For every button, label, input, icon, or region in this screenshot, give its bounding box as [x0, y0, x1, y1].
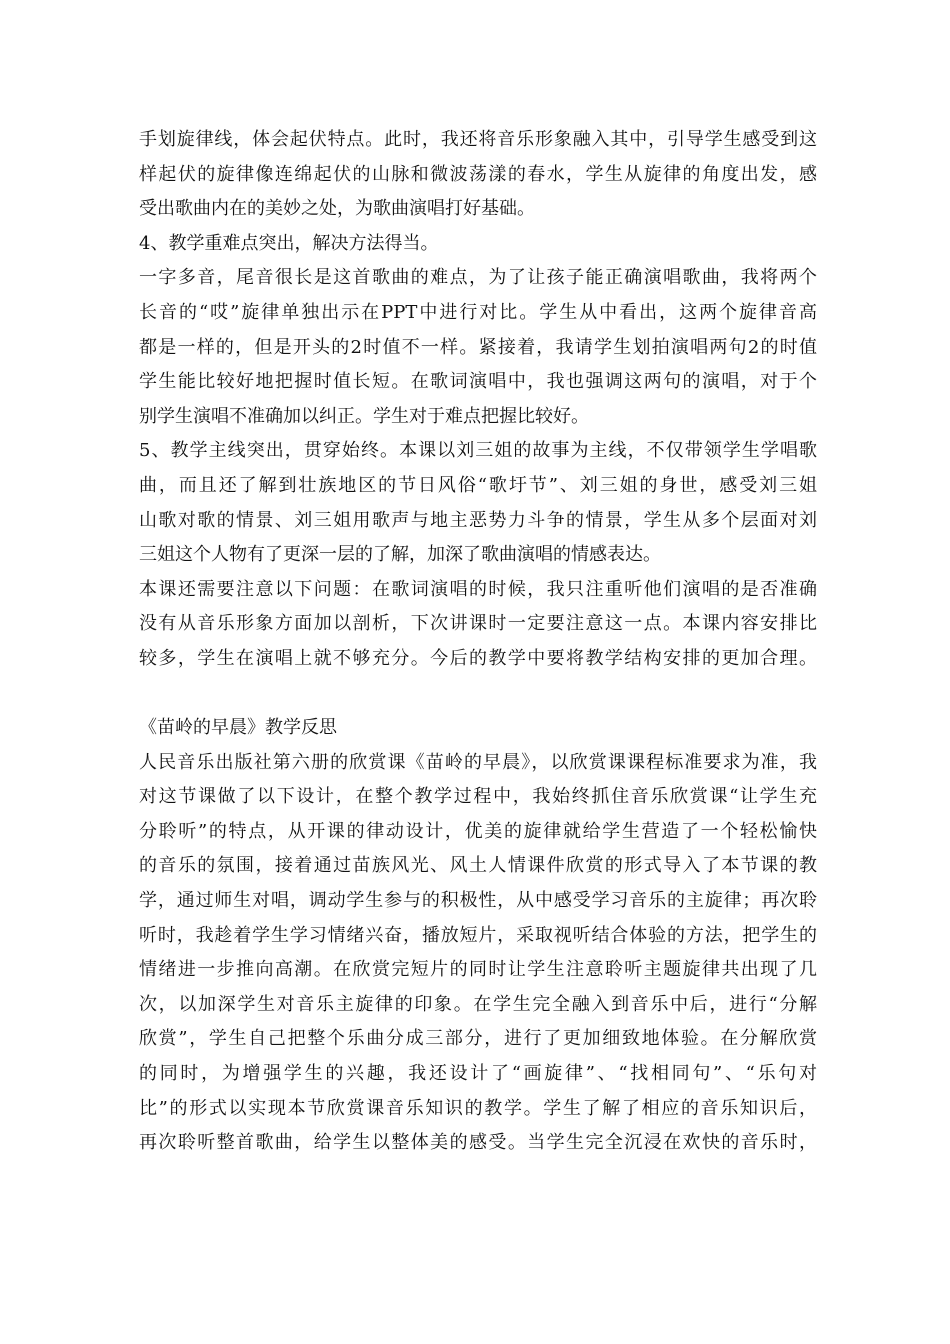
paragraph-line: 受出歌曲内在的美妙之处，为歌曲演唱打好基础。 [139, 198, 535, 220]
paragraph-line: 学生能比较好地把握时值长短。在歌词演唱中，我也强调这两句的演唱，对于个 [139, 371, 817, 393]
paragraph-line: 比”的形式以实现本节欣赏课音乐知识的教学。学生了解了相应的音乐知识后， [139, 1097, 817, 1119]
paragraph-line: 人民音乐出版社第六册的欣赏课《苗岭的早晨》，以欣赏课课程标准要求为准，我 [139, 751, 817, 773]
paragraph-line: 本课还需要注意以下问题：在歌词演唱的时候，我只注重听他们演唱的是否准确 [139, 578, 817, 600]
paragraph-line: 样起伏的旋律像连绵起伏的山脉和微波荡漾的春水，学生从旋律的角度出发，感 [139, 163, 817, 185]
paragraph-line: 听时，我趁着学生学习情绪兴奋，播放短片，采取视听结合体验的方法，把学生的 [139, 924, 817, 946]
paragraph-line: 学，通过师生对唱，调动学生参与的积极性，从中感受学习音乐的主旋律；再次聆 [139, 890, 817, 912]
paragraph-line: 长音的“哎”旋律单独出示在PPT中进行对比。学生从中看出，这两个旋律音高 [139, 301, 817, 323]
document-body [139, 123, 817, 1161]
paragraph-line: 次，以加深学生对音乐主旋律的印象。在学生完全融入到音乐中后，进行“分解 [139, 993, 817, 1015]
section-title: 《苗岭的早晨》教学反思 [139, 717, 337, 739]
paragraph-line: 山歌对歌的情景、刘三姐用歌声与地主恶势力斗争的情景，学生从多个层面对刘 [139, 509, 817, 531]
blank-line [139, 677, 817, 712]
paragraph-line: 情绪进一步推向高潮。在欣赏完短片的同时让学生注意聆听主题旋律共出现了几 [139, 959, 817, 981]
paragraph-line: 没有从音乐形象方面加以剖析，下次讲课时一定要注意这一点。本课内容安排比 [139, 613, 817, 635]
paragraph-line: 手划旋律线，体会起伏特点。此时，我还将音乐形象融入其中，引导学生感受到这 [139, 129, 817, 150]
paragraph-line: 欣赏”，学生自己把整个乐曲分成三部分，进行了更加细致地体验。在分解欣赏 [139, 1028, 817, 1050]
paragraph-line: 曲，而且还了解到壮族地区的节日风俗“歌圩节”、刘三姐的身世，感受刘三姐 [139, 474, 817, 496]
paragraph-line: 都是一样的，但是开头的2时值不一样。紧接着，我请学生划拍演唱两句2的时值 [139, 336, 817, 358]
paragraph-line: 的音乐的氛围，接着通过苗族风光、风土人情课件欣赏的形式导入了本节课的教 [139, 855, 817, 877]
paragraph-line: 再次聆听整首歌曲，给学生以整体美的感受。当学生完全沉浸在欢快的音乐时， [139, 1132, 817, 1154]
paragraph-line: 分聆听”的特点，从开课的律动设计，优美的旋律就给学生营造了一个轻松愉快 [139, 820, 817, 842]
paragraph-line: 的同时，为增强学生的兴趣，我还设计了“画旋律”、“找相同句”、“乐句对 [139, 1063, 817, 1085]
paragraph-line: 三姐这个人物有了更深一层的了解，加深了歌曲演唱的情感表达。 [139, 544, 661, 566]
paragraph-line: 别学生演唱不准确加以纠正。学生对于难点把握比较好。 [139, 405, 589, 427]
list-heading-5: 5、教学主线突出，贯穿始终。本课以刘三姐的故事为主线，不仅带领学生学唱歌 [139, 440, 817, 462]
list-heading-4: 4、教学重难点突出，解决方法得当。 [139, 232, 439, 254]
paragraph-line: 较多，学生在演唱上就不够充分。今后的教学中要将教学结构安排的更加合理。 [139, 647, 817, 669]
paragraph-line: 对这节课做了以下设计，在整个教学过程中，我始终抓住音乐欣赏课“让学生充 [139, 786, 817, 808]
paragraph-line: 一字多音，尾音很长是这首歌曲的难点，为了让孩子能正确演唱歌曲，我将两个 [139, 267, 817, 289]
